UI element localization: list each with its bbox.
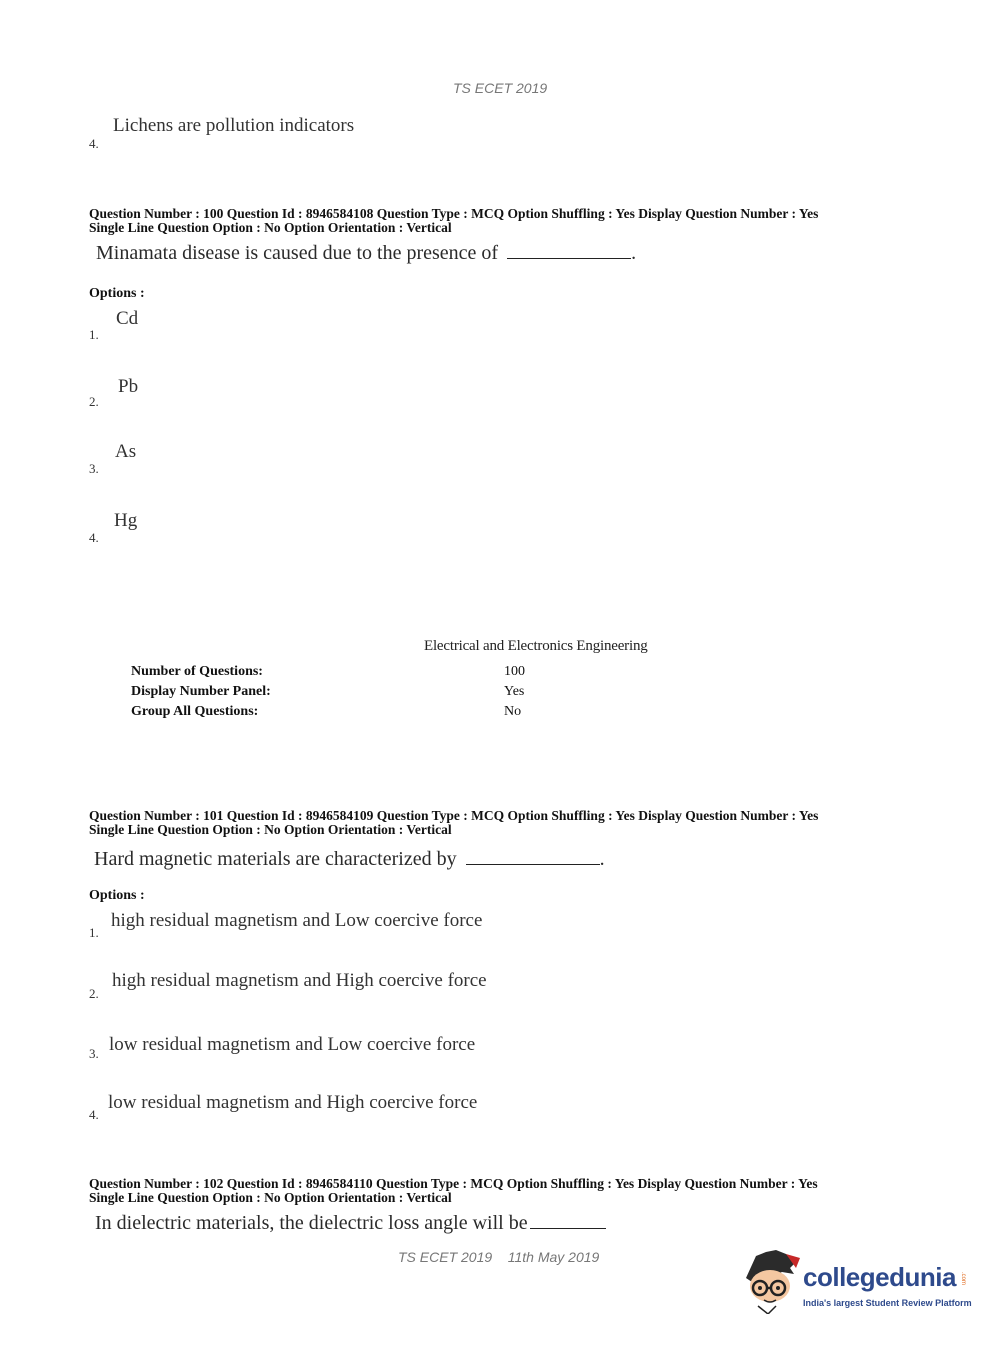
answer-blank [466,863,600,865]
question-stem: Minamata disease is caused due to the presence of [96,242,499,264]
logo-domain: .com [960,1272,966,1286]
answer-blank [507,257,631,259]
footer-exam: TS ECET 2019 [398,1249,493,1265]
footer-date: 11th May 2019 [507,1249,600,1265]
section-info-value: Yes [504,684,525,699]
option-number: 3. [89,1046,99,1061]
option-number: 3. [89,461,99,476]
option-text: Hg [114,510,138,531]
options-label: Options : [89,286,145,301]
logo-tagline: India's largest Student Review Platform [803,1298,972,1308]
section-info-label: Number of Questions: [131,664,263,679]
logo-wordmark: collegedunia [803,1262,956,1292]
section-info-value: No [504,704,522,719]
section-info-label: Group All Questions: [131,704,259,719]
question-meta: Single Line Question Option : No Option Orientation : Vertical [89,822,452,837]
option-text: As [115,441,137,462]
mascot-icon [742,1248,802,1314]
option-number: 4. [89,1107,99,1122]
option-text: high residual magnetism and High coercive force [112,970,487,991]
question-meta: Question Number : 101 Question Id : 8946584109 Question Type : MCQ Option Shuffling : Yes Display Question Number : Yes [89,808,819,823]
question-stem: Hard magnetic materials are characterized by [94,848,457,870]
section-info-value: 100 [504,664,525,679]
option-text: low residual magnetism and Low coercive force [109,1034,476,1055]
question-end: . [599,848,605,870]
answer-blank [530,1227,606,1229]
question-meta: Single Line Question Option : No Option Orientation : Vertical [89,220,452,235]
logo-mascot [742,1248,802,1314]
option-text: Cd [116,308,139,329]
question-text [96,242,636,265]
question-meta: Question Number : 100 Question Id : 8946584108 Question Type : MCQ Option Shuffling : Yes Display Question Number : Yes [89,206,819,221]
question-stem: In dielectric materials, the dielectric loss angle will be [95,1212,528,1234]
option-text: Lichens are pollution indicators [113,115,355,136]
options-label: Options : [89,888,145,903]
page-header: TS ECET 2019 [453,80,548,96]
page-footer [398,1249,599,1265]
option-number: 4. [89,136,99,151]
option-number: 1. [89,925,99,940]
option-text: high residual magnetism and Low coercive force [111,910,483,931]
question-meta: Single Line Question Option : No Option Orientation : Vertical [89,1190,452,1205]
option-number: 2. [89,986,99,1001]
option-number: 4. [89,530,99,545]
question-text [94,848,605,871]
option-text: low residual magnetism and High coercive force [108,1092,478,1113]
option-text: Pb [118,376,139,397]
option-number: 1. [89,327,99,342]
option-number: 2. [89,394,99,409]
question-text [95,1212,606,1235]
section-info-label: Display Number Panel: [131,684,271,699]
question-meta: Question Number : 102 Question Id : 8946584110 Question Type : MCQ Option Shuffling : Yes Display Question Number : Yes [89,1176,818,1191]
question-end: . [631,242,637,264]
section-title: Electrical and Electronics Engineering [424,638,648,654]
